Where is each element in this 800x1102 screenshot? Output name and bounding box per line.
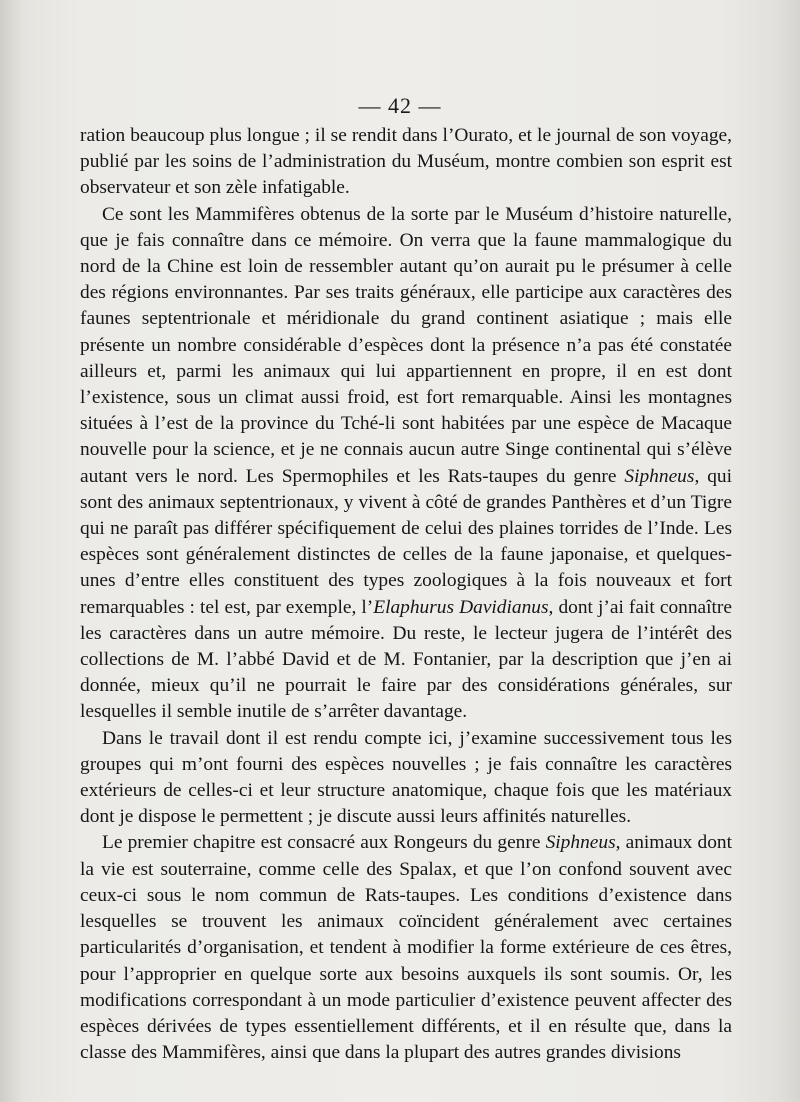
italic-genus-name: Siphneus	[545, 832, 616, 854]
text-run: , dont j’ai fait connaître les caractères dans un autre mémoire. Du reste, le lecteur jugera de l’intérêt des collections de M. l’abbé David et de M. Fontanier, par la description que j’en ai donnée, mieux qu’il ne pourrait le faire par des considérations générales, sur lesquelles il semble inutile de s’arrêter davantage.	[80, 596, 732, 723]
paragraph	[80, 830, 732, 1066]
page-number: — 42 —	[358, 93, 442, 118]
text-run: Le premier chapitre est consacré aux Rongeurs du genre	[102, 832, 546, 854]
text-run: ration beaucoup plus longue ; il se rendit dans l’Ourato, et le journal de son voyage, publié par les soins de l’administration du Muséum, montre combien son esprit est observateur et son zèle infatigable.	[80, 125, 732, 199]
paragraph	[80, 202, 732, 726]
text-run: , qui sont des animaux septentrionaux, y vivent à côté de grandes Panthères et d’un Tigre qui ne paraît pas différer spécifiquement de celui des plaines torrides de l’Inde. Les espèces sont généralement distinctes de celles de la faune japonaise, et quelques-unes d’entre elles constituent des types zoologiques à la fois nouveaux et fort remarquables : tel est, par exemple, l’	[80, 465, 732, 618]
text-run: Ce sont les Mammifères obtenus de la sorte par le Muséum d’histoire naturelle, que je fais connaître dans ce mémoire. On verra que la faune mammalogique du nord de la Chine est loin de ressembler autant qu’on aurait pu le présumer à celle des régions environnantes. Par ses traits généraux, elle participe aux caractères des faunes septentrionale et méridionale du grand continent asiatique ; mais elle présente un nombre considérable d’espèces dont la présence n’a pas été constatée ailleurs et, parmi les animaux qui lui appartiennent en propre, il en est dont l’existence, sous un climat aussi froid, est fort remarquable. Ainsi les montagnes situées à l’est de la province du Tché-li sont habitées par une espèce de Macaque nouvelle pour la science, et je ne connais aucun autre Singe continental qui s’élève autant vers le nord. Les Spermophiles et les Rats-taupes du genre	[80, 203, 732, 487]
text-run: , animaux dont la vie est souterraine, comme celle des Spalax, et que l’on confond souvent avec ceux-ci sous le nom commun de Rats-taupes. Les conditions d’existence dans lesquelles se trouvent les animaux coïncident généralement avec certaines particularités d’organisation, et tendent à modifier la forme extérieure de ces êtres, pour l’approprier en quelque sorte aux besoins auxquels ils sont soumis. Or, les modifications correspondant à un mode particulier d’existence peuvent affecter des espèces dérivées de types essentiellement différents, et il en résulte que, dans la classe des Mammifères, ainsi que dans la plupart des autres grandes divisions	[80, 832, 732, 1064]
paragraph	[80, 726, 732, 831]
text-run: Dans le travail dont il est rendu compte ici, j’examine successivement tous les groupes qui m’ont fourni des espèces nouvelles ; je fais connaître les caractères extérieurs de celles-ci et leur structure anatomique, chaque fois que les matériaux dont je dispose le permettent ; je discute aussi leurs affinités naturelles.	[80, 727, 732, 828]
italic-genus-name: Siphneus	[624, 465, 695, 487]
body-text	[80, 123, 732, 1066]
paragraph	[80, 123, 732, 202]
italic-species-name: Elaphurus Davidianus	[373, 596, 549, 618]
